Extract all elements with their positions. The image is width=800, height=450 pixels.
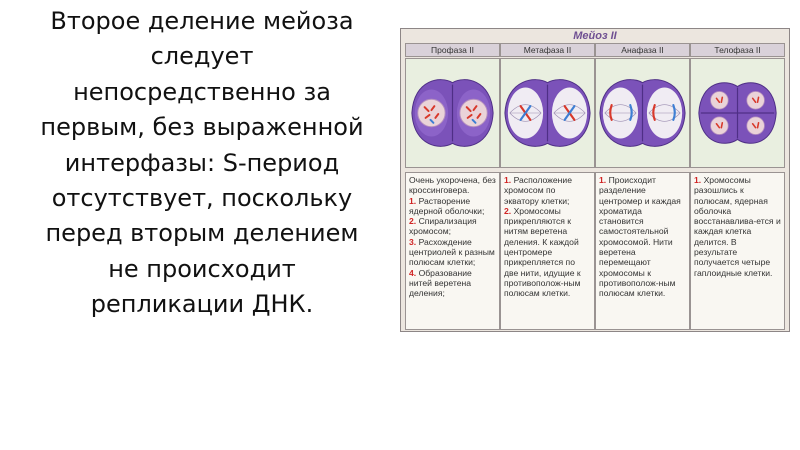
list-item: 1. Растворение ядерной оболочки; (409, 195, 485, 216)
list-item: 1. Происходит разделение центромер и каждая хроматида становится самостоятельной хромосомой. Нити веретена перемещают хромосомы к противополож-ным полюсам клетки. (599, 175, 681, 299)
phase-header-prophase: Профаза II (405, 43, 500, 57)
slide-text-line: отсутствует, поскольку (51, 184, 353, 213)
telophase-illustration (690, 58, 785, 168)
phase-header-anaphase: Анафаза II (595, 43, 690, 57)
telophase-description (690, 172, 785, 330)
anaphase-cell-icon (596, 59, 689, 167)
phase-header-telophase: Телофаза II (690, 43, 785, 57)
table-title: Мейоз II (573, 30, 617, 42)
list-item: 3. Расхождение центриолей к разным полюсам клетки; (409, 236, 495, 268)
slide-text-line: не происходит (108, 254, 296, 283)
slide-text (6, 4, 398, 323)
slide-text-line: Второе деление мейоза (50, 7, 354, 35)
anaphase-illustration (595, 58, 690, 168)
metaphase-cell-icon (501, 59, 594, 167)
slide-text-line: непосредственно за (73, 77, 331, 106)
slide-text-line: интерфазы: S-период (64, 148, 340, 177)
prophase-illustration (405, 58, 500, 168)
slide-text-line: первым, без выраженной (40, 113, 364, 142)
metaphase-illustration (500, 58, 595, 168)
prophase-description (405, 172, 500, 330)
slide-text-line: перед вторым делением (45, 219, 359, 248)
prophase-cell-icon (406, 59, 499, 167)
slide-text-line: репликации ДНК. (90, 290, 314, 319)
phase-image-row (405, 58, 785, 168)
metaphase-description (500, 172, 595, 330)
phase-header-row (405, 43, 785, 57)
list-item: 1. Расположение хромосом по экватору клетки; (504, 175, 572, 206)
slide-text-line: следует (150, 42, 254, 71)
telophase-cell-icon (691, 59, 784, 167)
phase-description-row (405, 172, 785, 330)
meiosis-table (400, 28, 790, 332)
prophase-intro: Очень укорочена, без кроссинговера. (409, 175, 496, 196)
anaphase-description (595, 172, 690, 330)
list-item: 2. Спирализация хромосом; (409, 216, 477, 237)
list-item: 1. Хромосомы разошлись к полюсам, ядерная оболочка восстанавлива-ется и каждая клетка делится. В результате получается четыре гаплоидные клетки. (694, 175, 781, 278)
list-item: 2. Хромосомы прикрепляются к нитям веретена деления. К каждой центромере прикрепляется по две нити, идущие к противополож-ным полюсам клетки. (504, 205, 581, 299)
phase-header-metaphase: Метафаза II (500, 43, 595, 57)
list-item: 4. Образование нитей веретена деления; (409, 267, 472, 299)
